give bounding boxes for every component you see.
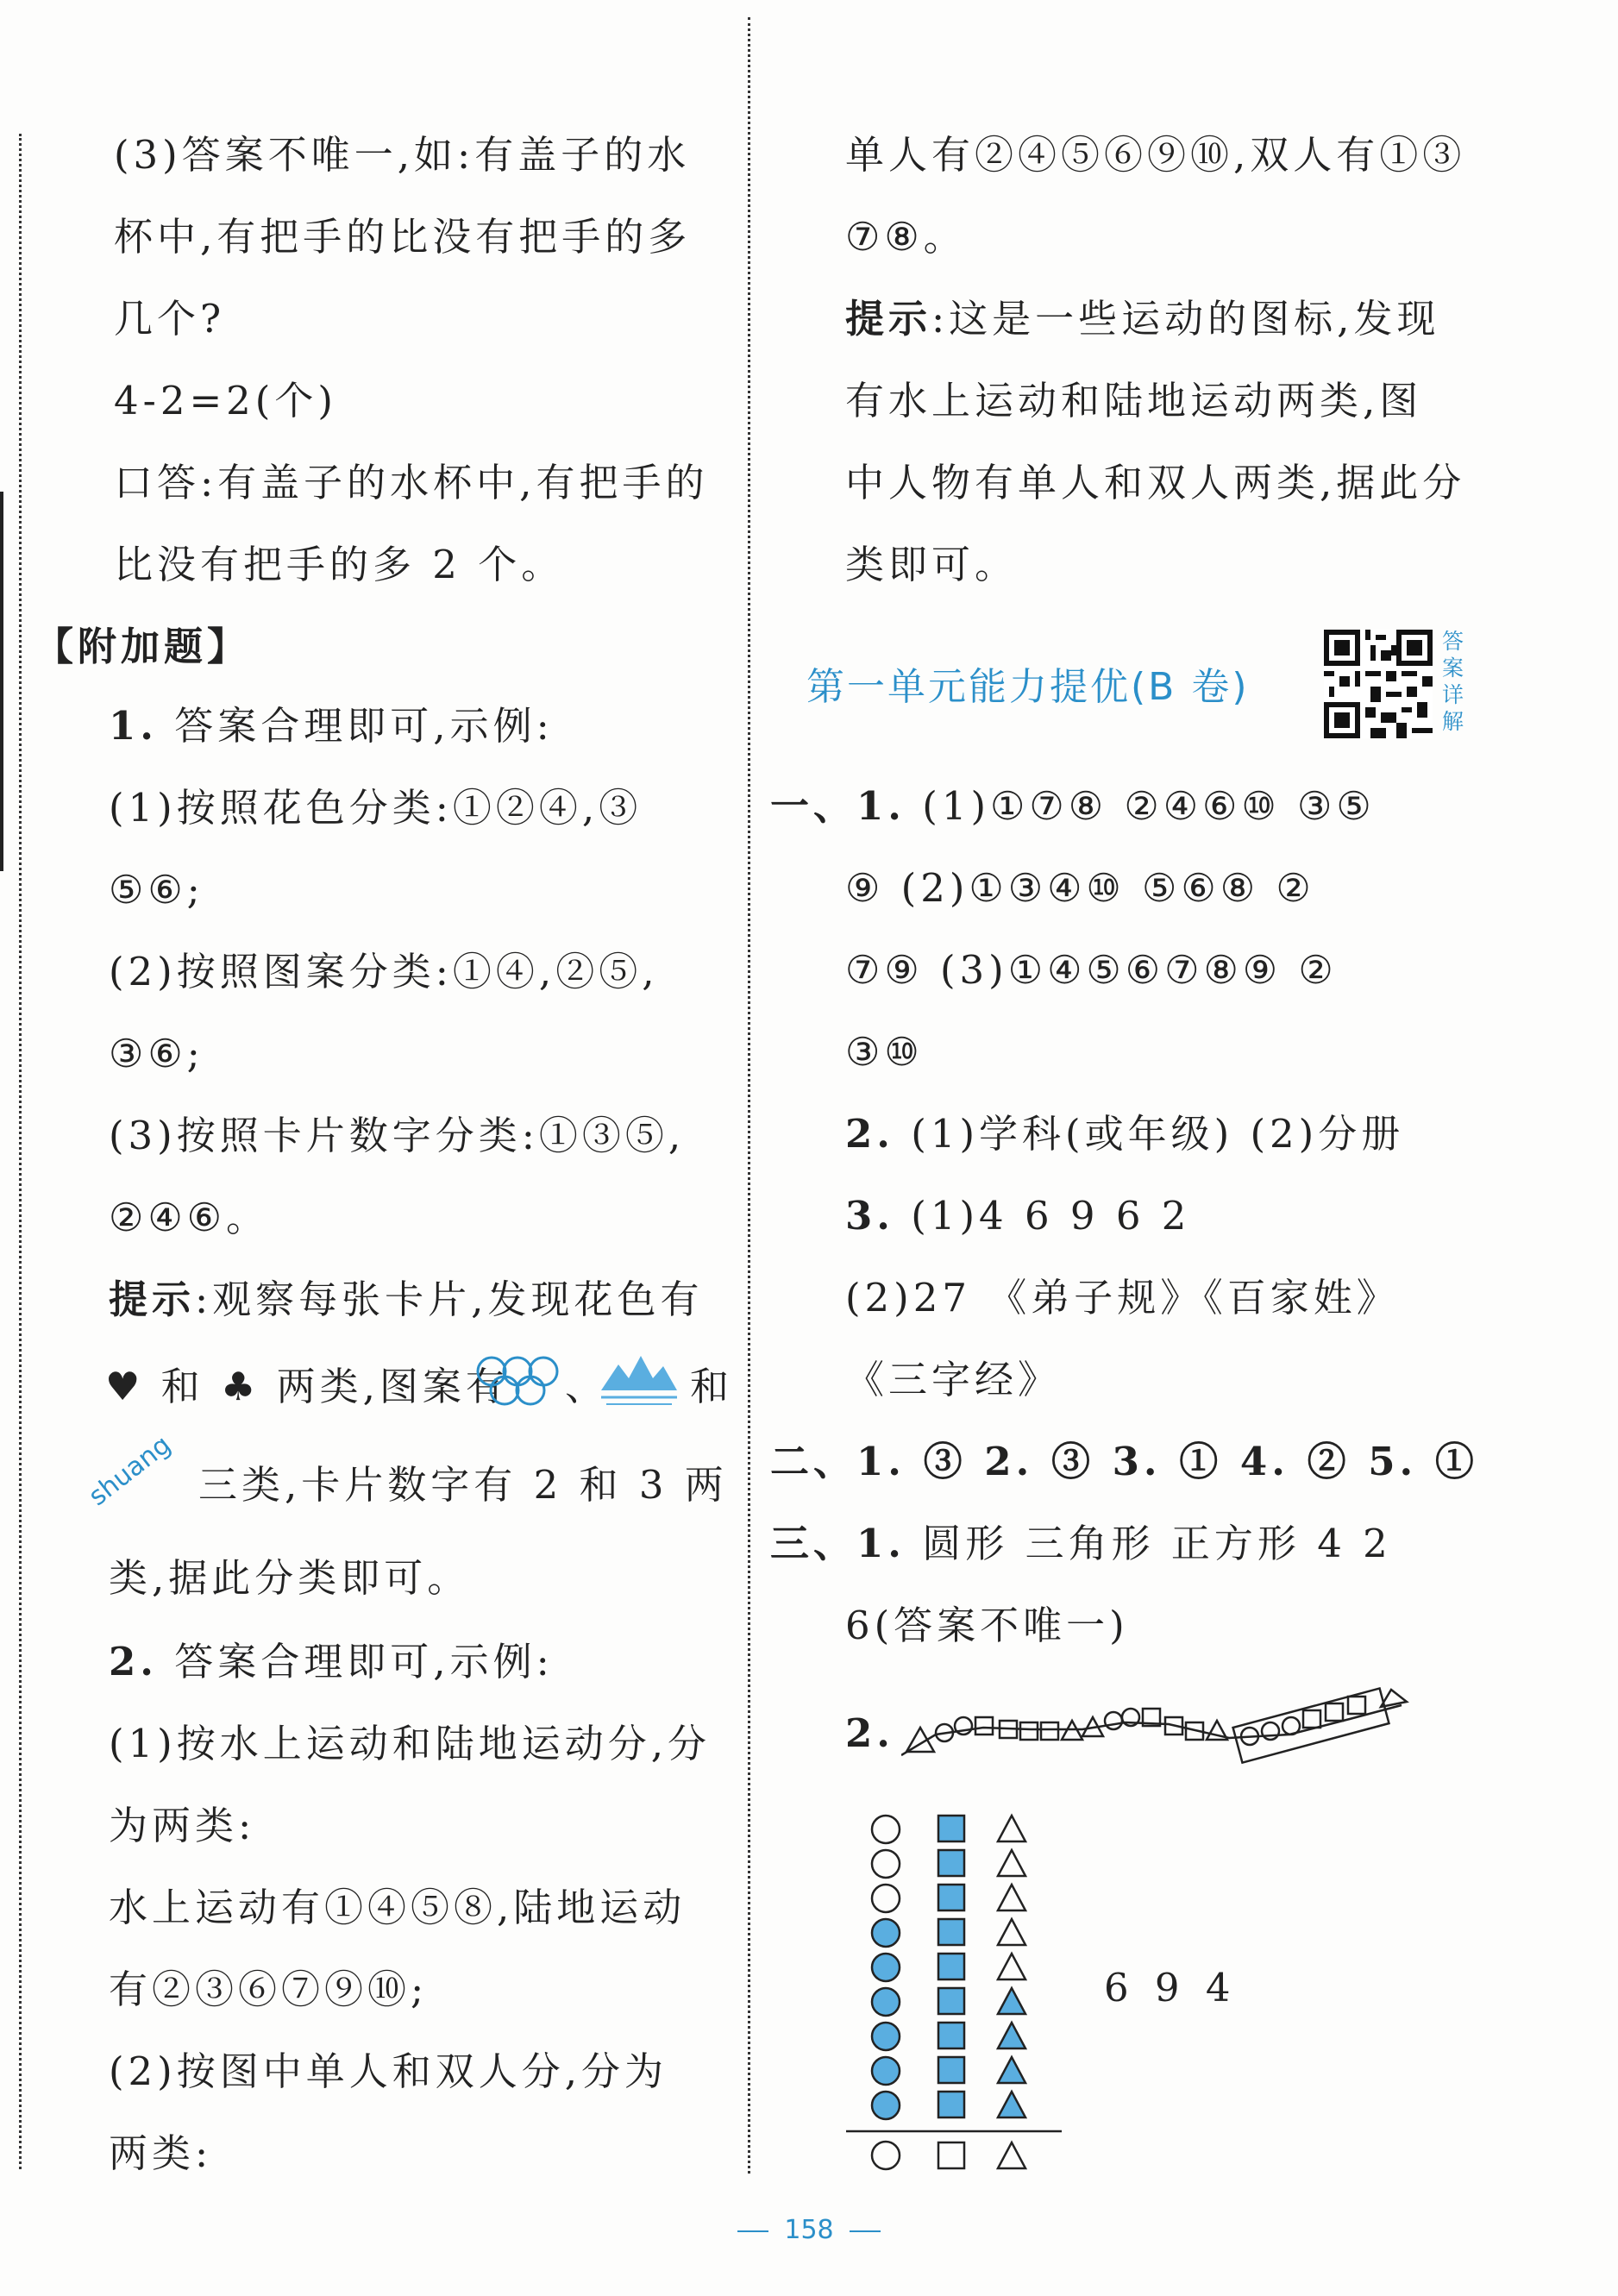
section3-q1-line2: 6(答案不唯一)	[845, 1603, 1129, 1648]
circle-shape	[1282, 1717, 1300, 1735]
right-hint-3: 中人物有单人和双人两类,据此分	[845, 460, 1466, 505]
shape-count-figure	[841, 1807, 1074, 2186]
extra-q2-part1d: 有②③⑥⑦⑨⑩;	[109, 1967, 429, 2012]
section1-q1-line4: ③⑩	[845, 1029, 924, 1075]
extra-q1	[109, 700, 554, 752]
section3-q1-label: 三、1.	[770, 1521, 906, 1566]
section1-q1-answers: (1)①⑦⑧ ②④⑥⑩ ③⑤	[905, 783, 1376, 829]
extra-q1-part3b: ②④⑥。	[109, 1195, 270, 1240]
square-shape	[1303, 1710, 1320, 1728]
left-hint-3: 三类,卡片数字有 2 和 3 两	[198, 1462, 728, 1508]
section1-q2	[845, 1108, 1404, 1160]
left-hint-1	[109, 1274, 703, 1326]
section1-q1-line1	[770, 781, 1376, 832]
extra-q2-part1a: (1)按水上运动和陆地运动分,分	[109, 1721, 712, 1766]
section1-q3-text: (1)4 6 9 6 2	[894, 1193, 1191, 1239]
square-column	[938, 1816, 964, 2117]
hint-text: :观察每张卡片,发现花色有	[195, 1277, 704, 1322]
olympic-rings-icon	[474, 1352, 561, 1413]
unit-title: 第一单元能力提优(B 卷)	[806, 665, 1250, 709]
left-line-4: 4-2=2(个)	[114, 378, 337, 423]
left-line-3: 几个?	[114, 296, 226, 342]
extra-q1-part1a: (1)按照花色分类:①②④,③	[109, 785, 643, 831]
square-shape	[1041, 1722, 1058, 1740]
section1-q3-part2: (2)27 《弟子规》《百家姓》	[845, 1275, 1400, 1321]
right-hint-4: 类即可。	[845, 542, 1019, 587]
right-line-2: ⑦⑧。	[845, 214, 967, 260]
section3-q1-line1	[770, 1518, 1392, 1570]
shape-counts: 6 9 4	[1104, 1965, 1238, 2011]
section1-q1-line2: ⑨ (2)①③④⑩ ⑤⑥⑧ ②	[845, 865, 1315, 911]
page-number-dash	[737, 2230, 768, 2232]
square-shape	[1020, 1722, 1038, 1740]
left-margin-dotted-line	[19, 134, 22, 2169]
page-number	[655, 2215, 963, 2245]
section1-q3-part3: 《三字经》	[845, 1357, 1062, 1402]
left-line-6: 比没有把手的多 2 个。	[114, 542, 565, 587]
circle-shape	[1262, 1722, 1279, 1740]
page-number-dash	[850, 2230, 881, 2232]
square-shape	[1348, 1697, 1365, 1714]
club-icon: ♣	[220, 1364, 260, 1409]
extra-q1-part2b: ③⑥;	[109, 1031, 204, 1076]
extra-q2	[109, 1636, 554, 1688]
extra-q2-part1b: 为两类:	[109, 1803, 256, 1848]
section2-answers: 二、1. ③ 2. ③ 3. ① 4. ② 5. ①	[770, 1439, 1478, 1484]
hint-text: :这是一些运动的图标,发现	[931, 296, 1440, 342]
section3-q2-number: 2.	[845, 1710, 894, 1756]
hint-two-kinds: 两类,图案有	[260, 1364, 509, 1409]
hint-and: 和	[144, 1364, 221, 1409]
qr-side-char: 案	[1442, 656, 1464, 681]
extra-q1-part3a: (3)按照卡片数字分类:①③⑤,	[109, 1113, 686, 1158]
extra-q2-text: 答案合理即可,示例:	[157, 1639, 554, 1684]
binding-mark	[0, 492, 3, 871]
square-shape	[1326, 1703, 1343, 1721]
left-line-5: 口答:有盖子的水杯中,有把手的	[114, 460, 709, 505]
circle-shape	[1105, 1712, 1122, 1729]
triangle-shape	[906, 1728, 934, 1752]
mountain-icon	[599, 1352, 679, 1409]
qr-code-icon[interactable]	[1324, 630, 1433, 738]
qr-side-char: 解	[1442, 709, 1464, 734]
extra-q1-part1b: ⑤⑥;	[109, 867, 204, 913]
section1-q1-line3: ⑦⑨ (3)①④⑤⑥⑦⑧⑨ ②	[845, 947, 1338, 993]
extra-q2-number: 2.	[109, 1639, 158, 1684]
qr-side-label	[1442, 628, 1468, 735]
left-line-1: (3)答案不唯一,如:有盖子的水	[114, 132, 691, 178]
column-divider	[748, 17, 750, 2174]
square-shape	[975, 1717, 993, 1735]
qr-side-char: 详	[1442, 682, 1464, 707]
hint-label: 提示	[845, 296, 932, 342]
page-number-value: 158	[784, 2215, 834, 2245]
heart-icon: ♥	[105, 1364, 145, 1409]
section1-q2-number: 2.	[845, 1111, 894, 1157]
extra-q1-text: 答案合理即可,示例:	[157, 703, 554, 749]
circle-column	[872, 1816, 900, 2119]
extra-q2-part1c: 水上运动有①④⑤⑧,陆地运动	[109, 1885, 687, 1930]
section1-q2-text: (1)学科(或年级) (2)分册	[894, 1111, 1405, 1157]
triangle-column	[998, 1816, 1025, 2117]
section3-q1-answers: 圆形 三角形 正方形 4 2	[905, 1521, 1392, 1566]
right-hint-1	[845, 293, 1439, 345]
qr-side-char: 答	[1442, 629, 1464, 654]
extra-q1-part2a: (2)按照图案分类:①④,②⑤,	[109, 949, 659, 994]
hint-separator: 、	[565, 1364, 609, 1409]
section1-q3	[845, 1190, 1190, 1242]
section1-q1-label: 一、1.	[770, 783, 906, 829]
hint-label: 提示	[109, 1277, 196, 1322]
shuang-word-icon: shuang	[83, 1429, 177, 1512]
shape-chain-figure	[901, 1669, 1410, 1781]
left-hint-4: 类,据此分类即可。	[109, 1555, 471, 1601]
extra-q2-part2a: (2)按图中单人和双人分,分为	[109, 2048, 668, 2094]
hint-and-2: 和	[690, 1364, 734, 1409]
circle-shape	[955, 1717, 972, 1735]
right-hint-2: 有水上运动和陆地运动两类,图	[845, 378, 1423, 423]
extra-q1-number: 1.	[109, 703, 158, 749]
extra-question-heading: 【附加题】	[34, 624, 251, 669]
section1-q3-number: 3.	[845, 1193, 894, 1239]
left-hint-2	[105, 1361, 509, 1413]
left-line-2: 杯中,有把手的比没有把手的多	[114, 214, 692, 260]
right-line-1: 单人有②④⑤⑥⑨⑩,双人有①③	[845, 132, 1466, 178]
extra-q2-part2b: 两类:	[109, 2130, 213, 2176]
